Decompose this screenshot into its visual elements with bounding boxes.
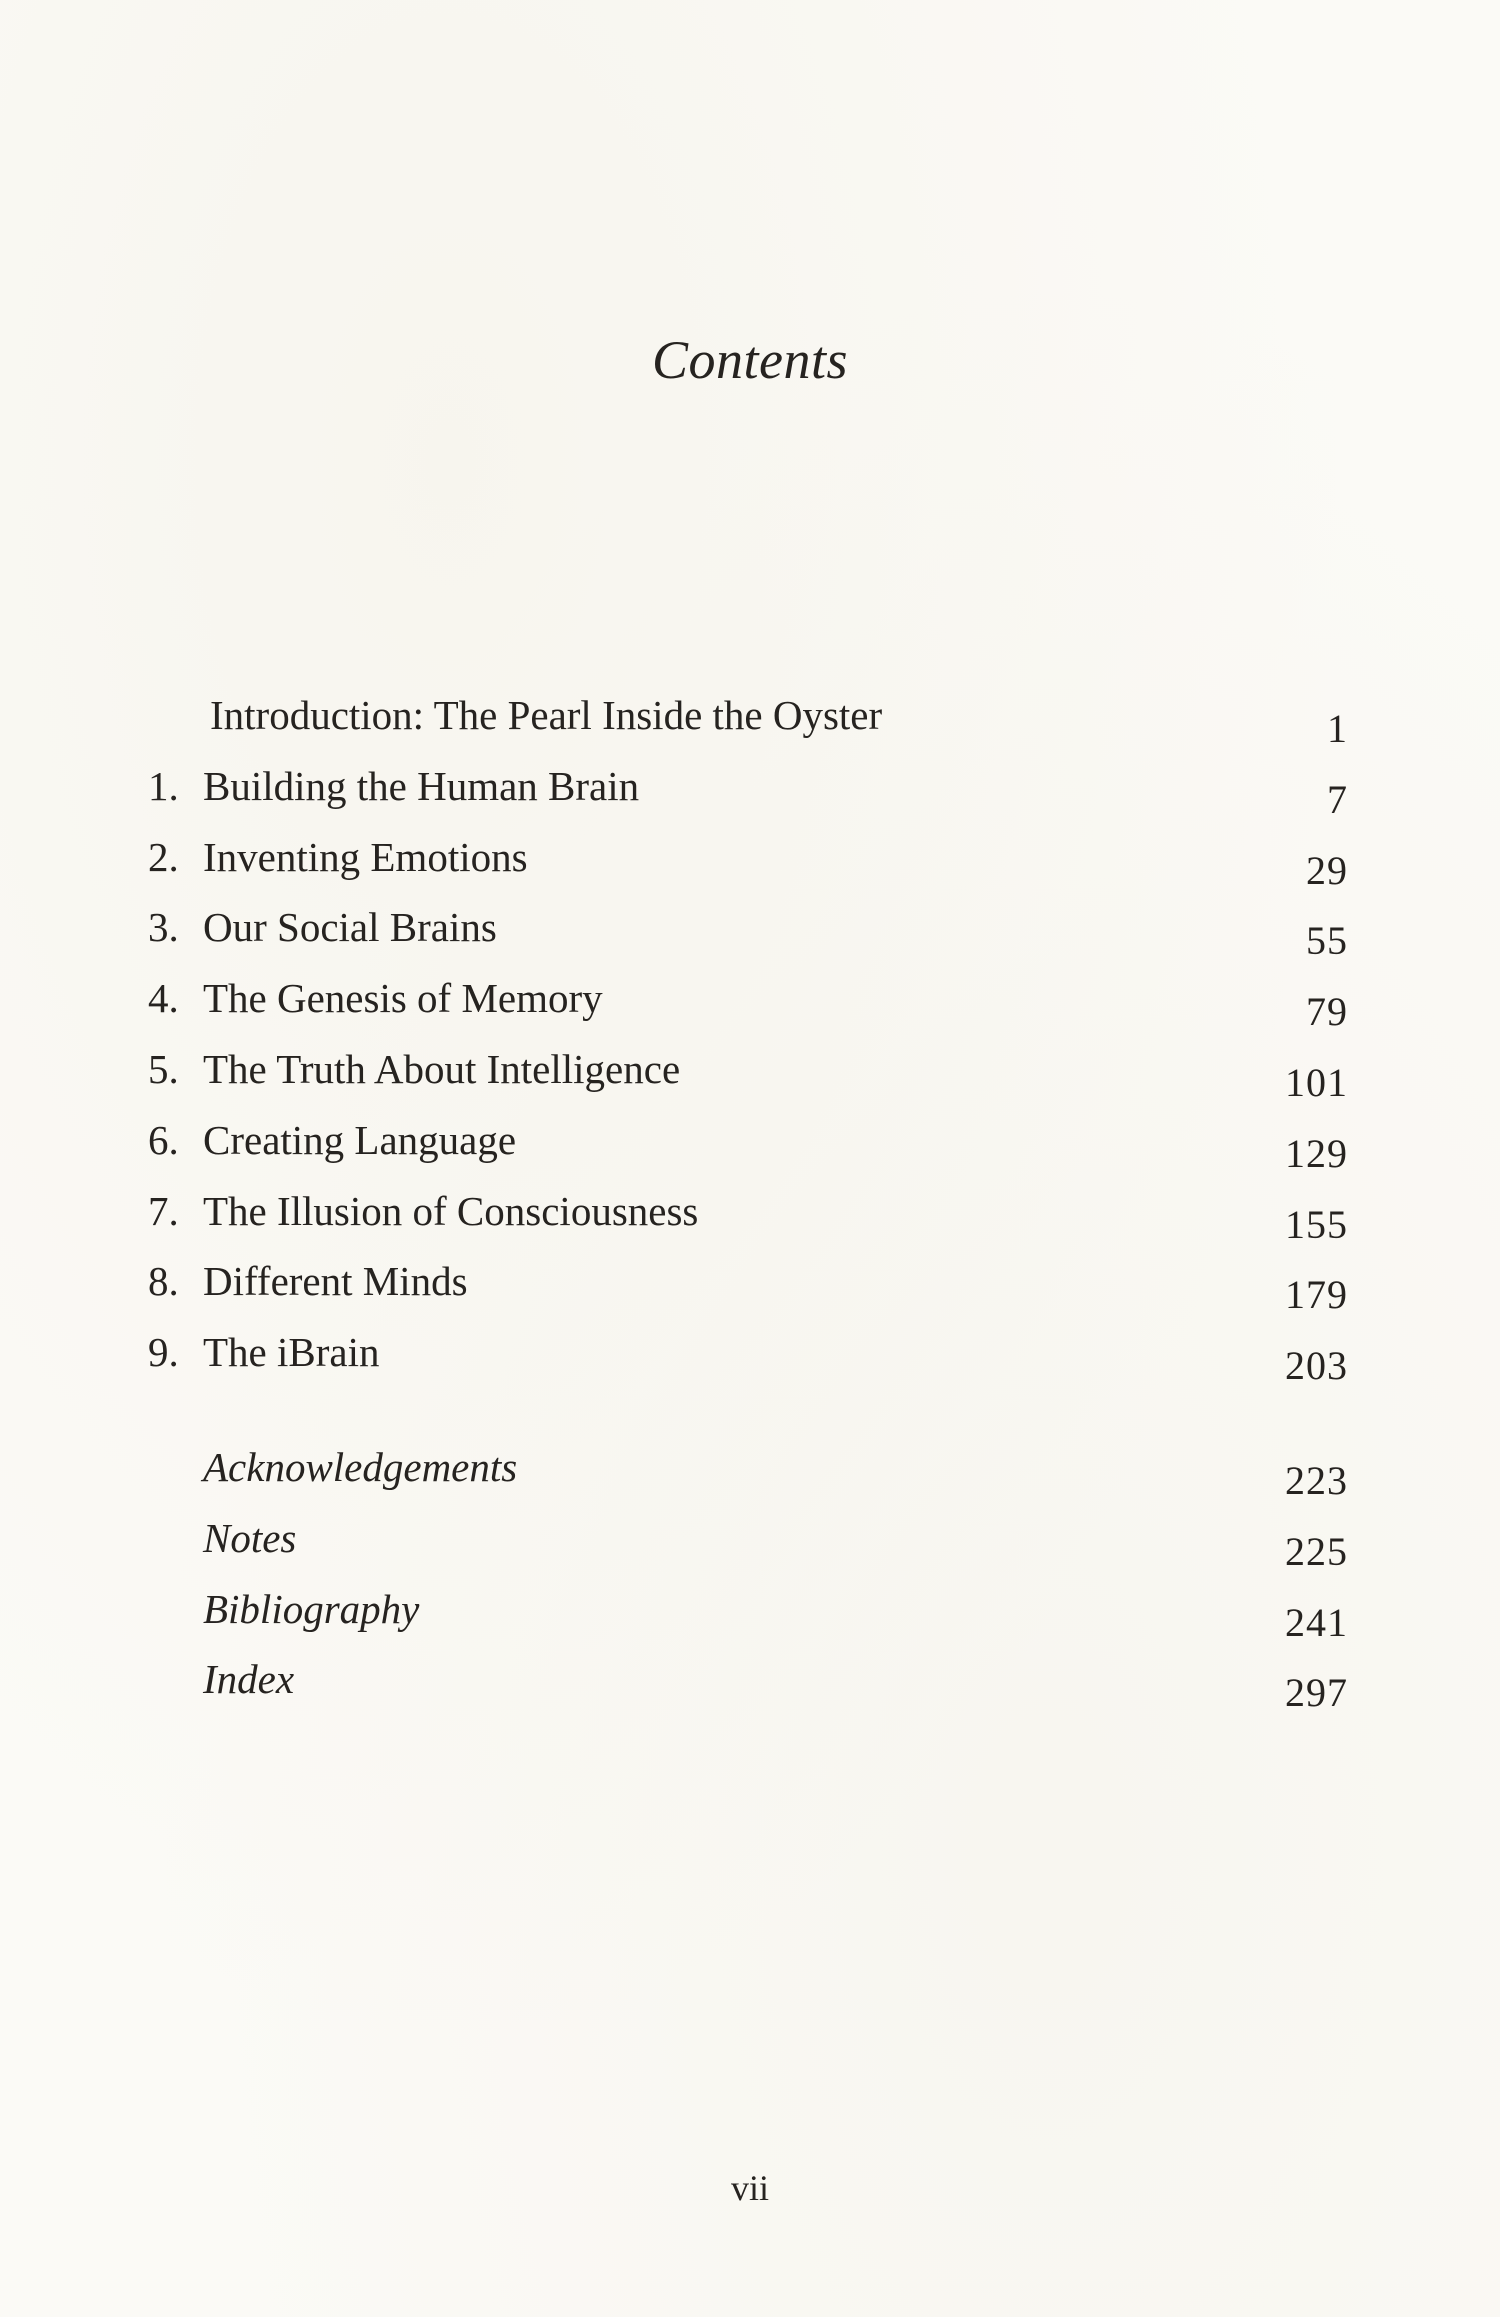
chapter-number: 9. [148, 1329, 179, 1376]
toc-entry-label: Creating Language [203, 1116, 517, 1163]
chapter-number: 3. [148, 904, 179, 951]
toc-entry-acknowledgements [148, 1432, 1358, 1503]
toc-entry-label: Our Social Brains [203, 904, 497, 951]
toc-entry-page-number: 1 [1327, 706, 1348, 751]
toc-entry-label: Bibliography [203, 1585, 420, 1632]
toc-entry-label: Inventing Emotions [203, 833, 528, 880]
toc-entry-page-number: 79 [1306, 989, 1348, 1035]
chapter-number: 1. [148, 762, 179, 809]
toc-entry-page-number: 55 [1306, 918, 1348, 964]
toc-entry-bibliography [148, 1574, 1358, 1645]
chapter-number: 7. [148, 1187, 179, 1234]
toc-entry-label: The Genesis of Memory [203, 975, 603, 1022]
toc-entry-page-number: 7 [1327, 776, 1348, 822]
toc-entry-page-number: 241 [1285, 1599, 1348, 1645]
toc-entry-label: Building the Human Brain [203, 762, 640, 809]
toc-entry-label: Acknowledgements [203, 1443, 518, 1490]
toc-entry-label: Different Minds [203, 1258, 468, 1305]
toc-entry-chapter-3 [148, 892, 1358, 963]
toc-entry-page-number: 225 [1285, 1528, 1348, 1574]
chapter-number: 5. [148, 1045, 179, 1092]
chapter-number: 2. [148, 833, 179, 880]
toc-entry-notes [148, 1503, 1358, 1574]
toc-entry-chapter-7 [148, 1176, 1358, 1247]
toc-entry-introduction [148, 680, 1358, 751]
chapter-number: 4. [148, 975, 179, 1022]
toc-entry-page-number: 29 [1306, 847, 1348, 893]
toc-entry-chapter-4 [148, 963, 1358, 1034]
page-title: Contents [651, 330, 848, 390]
toc-entry-label: The Illusion of Consciousness [203, 1187, 699, 1234]
toc-entry-page-number: 203 [1285, 1343, 1348, 1389]
chapter-number: 8. [148, 1258, 179, 1305]
toc-entry-chapter-9 [148, 1317, 1358, 1388]
toc-entry-page-number: 223 [1285, 1457, 1348, 1503]
toc-entry-chapter-6 [148, 1105, 1358, 1176]
toc-entry-chapter-2 [148, 822, 1358, 893]
toc-entry-page-number: 101 [1285, 1059, 1348, 1105]
toc-entry-label: The Truth About Intelligence [203, 1045, 681, 1092]
toc-entry-label: Introduction: The Pearl Inside the Oyster [210, 692, 883, 738]
toc-entry-page-number: 179 [1285, 1272, 1348, 1318]
toc-entry-chapter-1 [148, 751, 1358, 822]
toc-entry-page-number: 129 [1285, 1130, 1348, 1176]
table-of-contents [148, 680, 1358, 1715]
section-spacer [148, 1388, 1358, 1432]
page-folio: vii [730, 2168, 769, 2208]
toc-entry-label: Index [203, 1656, 295, 1703]
chapter-number: 6. [148, 1116, 179, 1163]
toc-entry-label: The iBrain [203, 1329, 380, 1376]
toc-entry-chapter-8 [148, 1246, 1358, 1317]
toc-entry-index [148, 1644, 1358, 1715]
toc-entry-page-number: 155 [1285, 1201, 1348, 1247]
toc-entry-chapter-5 [148, 1034, 1358, 1105]
toc-entry-page-number: 297 [1285, 1670, 1348, 1716]
toc-entry-label: Notes [203, 1514, 297, 1561]
